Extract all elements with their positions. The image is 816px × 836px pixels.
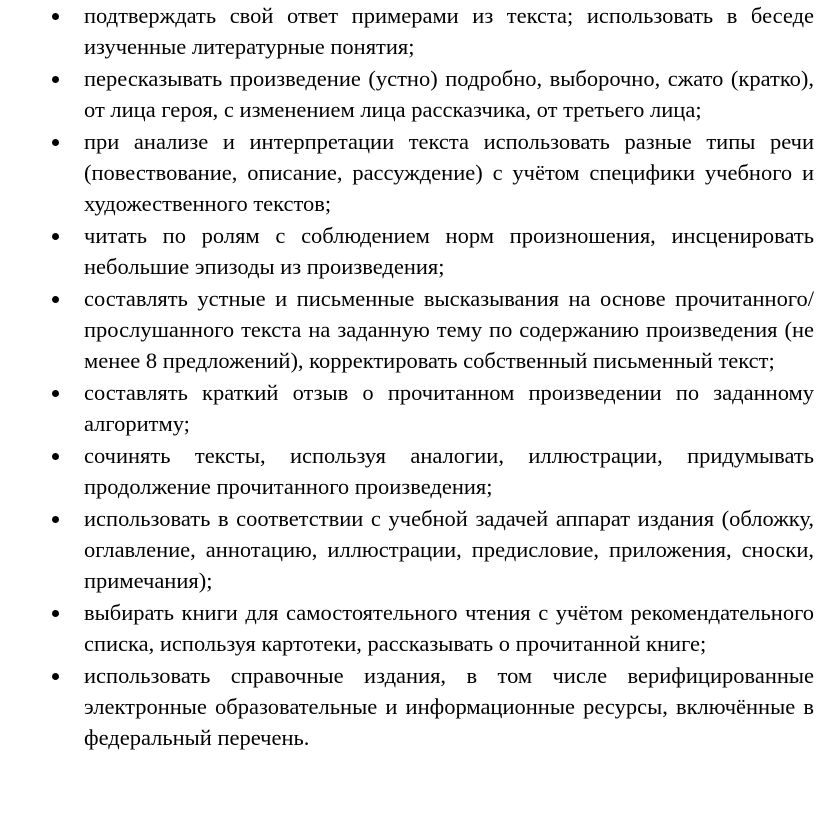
list-item (0, 126, 816, 220)
bullet-icon (52, 139, 59, 146)
list-item-text: подтверждать свой ответ примерами из текста; использовать в беседе изученные литературные понятия; (84, 3, 814, 60)
bullet-icon (52, 673, 59, 680)
list-item-text: при анализе и интерпретации текста использовать разные типы речи (повествование, описание, рассуждение) с учётом специфики учебного и художественного текстов; (84, 128, 814, 217)
list-item-text: использовать в соответствии с учебной задачей аппарат издания (обложку, оглавление, аннотацию, иллюстрации, предисловие, приложения, сноски, примечания); (84, 505, 814, 594)
bullet-icon (52, 516, 59, 523)
bullet-icon (52, 610, 59, 617)
bullet-icon (52, 13, 59, 20)
list-item-text: использовать справочные издания, в том числе верифицированные электронные образовательные и информационные ресурсы, включённые в федеральный перечень. (84, 662, 814, 751)
list-item (0, 283, 816, 377)
list-item (0, 440, 816, 503)
list-item-text: составлять устные и письменные высказывания на основе прочитанного/прослушанного текста на заданную тему по содержанию произведения (не менее 8 предложений), корректировать собственный письменный текст; (84, 285, 814, 374)
bullet-icon (52, 296, 59, 303)
list-item-text: составлять краткий отзыв о прочитанном произведении по заданному алгоритму; (84, 379, 814, 437)
list-item-text: сочинять тексты, используя аналогии, иллюстрации, придумывать продолжение прочитанного произведения; (84, 442, 814, 500)
bullet-icon (52, 233, 59, 240)
list-item (0, 660, 816, 754)
bullet-icon (52, 390, 59, 397)
list-item (0, 63, 816, 126)
list-item-text: пересказывать произведение (устно) подробно, выборочно, сжато (кратко), от лица героя, с изменением лица рассказчика, от третьего лица; (84, 65, 814, 123)
list-item-text: выбирать книги для самостоятельного чтения с учётом рекомендательного списка, используя картотеки, рассказывать о прочитанной книге; (84, 599, 814, 657)
list-item (0, 597, 816, 660)
bullet-icon (52, 76, 59, 83)
list-item (0, 377, 816, 440)
list-item-text: читать по ролям с соблюдением норм произношения, инсценировать небольшие эпизоды из произведения; (84, 222, 814, 280)
list-item (0, 503, 816, 597)
list-item (0, 220, 816, 283)
list-item (0, 0, 816, 63)
bullet-icon (52, 453, 59, 460)
